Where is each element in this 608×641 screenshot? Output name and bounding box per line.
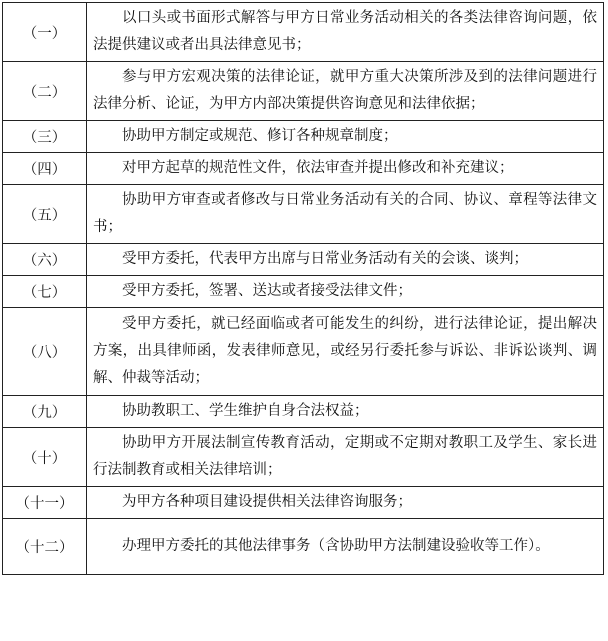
table-row	[3, 121, 604, 153]
item-number: （十一）	[3, 487, 87, 519]
item-number: （四）	[3, 153, 87, 185]
item-number: （八）	[3, 308, 87, 396]
item-number: （十）	[3, 428, 87, 487]
item-number: （五）	[3, 185, 87, 244]
table-row	[3, 308, 604, 396]
item-text: 协助甲方审查或者修改与日常业务活动有关的合同、协议、章程等法律文书；	[87, 185, 604, 244]
item-text: 协助甲方制定或规范、修订各种规章制度；	[87, 121, 604, 153]
item-number: （一）	[3, 3, 87, 62]
table-row	[3, 3, 604, 62]
table-row	[3, 396, 604, 428]
item-number: （六）	[3, 244, 87, 276]
table-row	[3, 487, 604, 519]
table-row	[3, 153, 604, 185]
item-text: 受甲方委托，代表甲方出席与日常业务活动有关的会谈、谈判；	[87, 244, 604, 276]
item-text: 协助甲方开展法制宣传教育活动，定期或不定期对教职工及学生、家长进行法制教育或相关法律培训；	[87, 428, 604, 487]
item-text: 对甲方起草的规范性文件，依法审查并提出修改和补充建议；	[87, 153, 604, 185]
item-text: 受甲方委托，就已经面临或者可能发生的纠纷，进行法律论证，提出解决方案，出具律师函，发表律师意见，或经另行委托参与诉讼、非诉讼谈判、调解、仲裁等活动；	[87, 308, 604, 396]
table-row	[3, 276, 604, 308]
legal-services-table	[2, 2, 604, 575]
table-row	[3, 62, 604, 121]
item-number: （七）	[3, 276, 87, 308]
table-row	[3, 428, 604, 487]
item-number: （九）	[3, 396, 87, 428]
item-number: （三）	[3, 121, 87, 153]
table-row	[3, 519, 604, 575]
item-number: （十二）	[3, 519, 87, 575]
item-number: （二）	[3, 62, 87, 121]
item-text: 办理甲方委托的其他法律事务（含协助甲方法制建设验收等工作）。	[87, 519, 604, 575]
item-text: 受甲方委托，签署、送达或者接受法律文件；	[87, 276, 604, 308]
table-row	[3, 185, 604, 244]
item-text: 以口头或书面形式解答与甲方日常业务活动相关的各类法律咨询问题，依法提供建议或者出具法律意见书；	[87, 3, 604, 62]
table-row	[3, 244, 604, 276]
item-text: 为甲方各种项目建设提供相关法律咨询服务；	[87, 487, 604, 519]
item-text: 参与甲方宏观决策的法律论证，就甲方重大决策所涉及到的法律问题进行法律分析、论证，为甲方内部决策提供咨询意见和法律依据；	[87, 62, 604, 121]
item-text: 协助教职工、学生维护自身合法权益；	[87, 396, 604, 428]
